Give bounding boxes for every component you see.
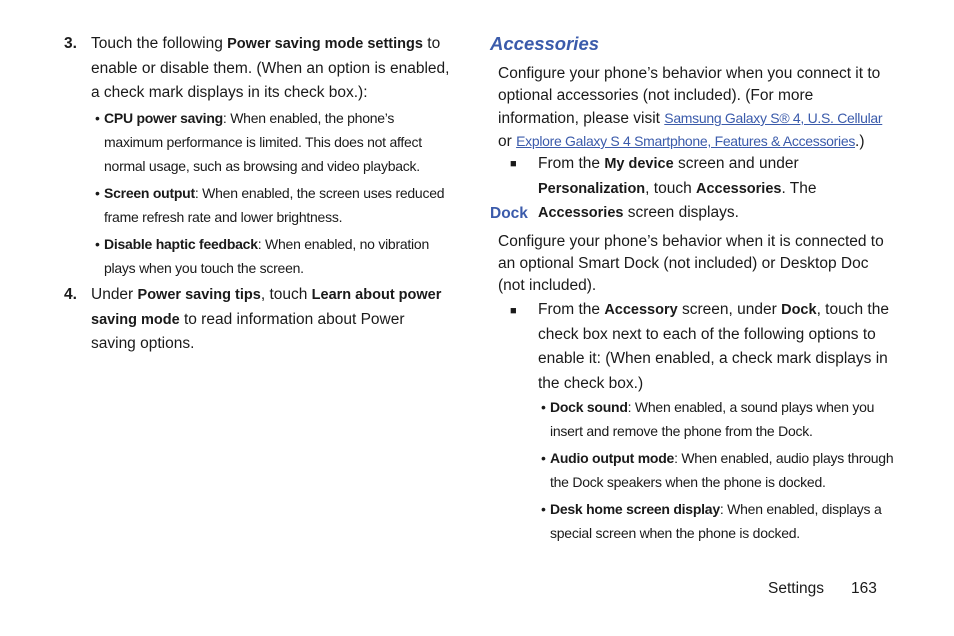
dock-heading: Dock bbox=[490, 205, 528, 222]
accessories-paragraph: Configure your phone’s behavior when you connect it to optional accessories (not included). (For more information, please visit Samsung Galaxy S® 4, U.S. Cellular or Explore Galaxy S 4 Smartphone, Features & Accessories.) bbox=[498, 65, 883, 150]
bullet-term: Desk home screen display bbox=[550, 501, 720, 517]
dock-paragraph: Configure your phone’s behavior when it is connected to an optional Smart Dock (not included) or Desktop Doc (not included). bbox=[498, 233, 884, 294]
bullet-disable-haptic-feedback: • Disable haptic feedback: When enabled, no vibration plays when you touch the screen. bbox=[95, 236, 429, 276]
bullet-term: Audio output mode bbox=[550, 450, 675, 466]
bullet-desc: : When enabled, displays a special screen when the phone is docked. bbox=[550, 501, 882, 541]
ui-term: Power saving mode settings bbox=[227, 36, 423, 52]
footer-section-label: Settings bbox=[768, 580, 825, 597]
bullet-desc: : When enabled, audio plays through the Dock speakers when the phone is docked. bbox=[550, 450, 894, 490]
step-number: 3. bbox=[64, 35, 77, 52]
ui-term: My device bbox=[604, 156, 674, 172]
bullet-audio-output-mode: • Audio output mode: When enabled, audio plays through the Dock speakers when the phone is docked. bbox=[541, 450, 894, 490]
samsung-galaxy-link[interactable]: Samsung Galaxy S® 4, U.S. Cellular bbox=[664, 110, 883, 126]
explore-galaxy-link[interactable]: Explore Galaxy S 4 Smartphone, Features & Accessories bbox=[516, 133, 856, 149]
bullet-desc: : When enabled, the phone’s maximum performance is limited. This does not affect normal usage, such as browsing and video playback. bbox=[104, 110, 422, 174]
ui-term: Accessories bbox=[696, 180, 782, 197]
bullet-term: Screen output bbox=[104, 185, 195, 201]
manual-page: 3. Touch the following Power saving mode settings to enable or disable them. (When an option is enabled, a check mark displays in its check box.): • CPU power saving: When enabled, the phone’s maximum performance is limited. This does not affect normal usage, such as browsing and video playback. • Screen output: When enabled, the screen uses reduced frame refresh rate and lower brightness. • Disable haptic feedback: When enabled, no vibration plays when you touch the screen. 4. Under Power saving tips, touch Learn about power saving mode to read information about Power saving options. Accessories Configure your phone’s behavior when you connect it to optional accessories (not included). (For more information, please visit Samsung Galaxy S® 4, U.S. Cellular or Explore Galaxy S 4 Smartphone, Features & Accessories.) ■ From the My device screen and under Personalization, touch Accessories. The Accessories screen displays. Dock Configure your phone’s behavior when it is connected to an optional Smart Dock (not included) or Desktop Doc (not included). ■ From the Accessory screen, under Dock, touch the check box next to each of the following options to enable it: (When enabled, a check mark displays in the check box.) • Dock sound: When enabled, a sound plays when you insert and remove the phone from the Dock. • Audio output mode: When enabled, audio plays through the Dock speakers when the phone is docked. • Desk home screen display: When enabled, displays a special screen when the phone is docked. Settings 163 bbox=[0, 0, 954, 636]
ui-term: Power saving tips bbox=[137, 287, 261, 303]
square-bullet-icon: ■ bbox=[510, 158, 517, 170]
accessories-heading: Accessories bbox=[490, 33, 600, 54]
square-bullet-icon: ■ bbox=[510, 305, 517, 317]
accessories-step: From the My device screen and under Personalization, touch Accessories. The Accessories screen displays. bbox=[538, 155, 817, 221]
bullet-desc: : When enabled, the screen uses reduced frame refresh rate and lower brightness. bbox=[104, 185, 445, 225]
ui-term: Personalization bbox=[538, 180, 646, 197]
bullet-desk-home-screen-display: • Desk home screen display: When enabled, displays a special screen when the phone is docked. bbox=[541, 501, 882, 541]
step-number: 4. bbox=[64, 286, 77, 303]
dock-step: From the Accessory screen, under Dock, touch the check box next to each of the following options to enable it: (When enabled, a check mark displays in the check box.) bbox=[538, 301, 889, 392]
bullet-term: Dock sound bbox=[550, 399, 628, 415]
bullet-term: CPU power saving bbox=[104, 110, 223, 126]
ui-term: Learn about power saving mode bbox=[91, 287, 442, 328]
ui-term: Accessory bbox=[604, 302, 678, 318]
bullet-cpu-power-saving: • CPU power saving: When enabled, the phone’s maximum performance is limited. This does not affect normal usage, such as browsing and video playback. bbox=[95, 110, 422, 174]
page-number: 163 bbox=[851, 580, 877, 597]
ui-term: Accessories bbox=[538, 205, 624, 221]
ui-term: Dock bbox=[781, 302, 817, 318]
bullet-dock-sound: • Dock sound: When enabled, a sound plays when you insert and remove the phone from the Dock. bbox=[541, 399, 875, 439]
bullet-term: Disable haptic feedback bbox=[104, 236, 258, 252]
bullet-desc: : When enabled, a sound plays when you insert and remove the phone from the Dock. bbox=[550, 399, 875, 439]
bullet-screen-output: • Screen output: When enabled, the screen uses reduced frame refresh rate and lower brightness. bbox=[95, 185, 445, 225]
bullet-desc: : When enabled, no vibration plays when you touch the screen. bbox=[104, 236, 429, 276]
